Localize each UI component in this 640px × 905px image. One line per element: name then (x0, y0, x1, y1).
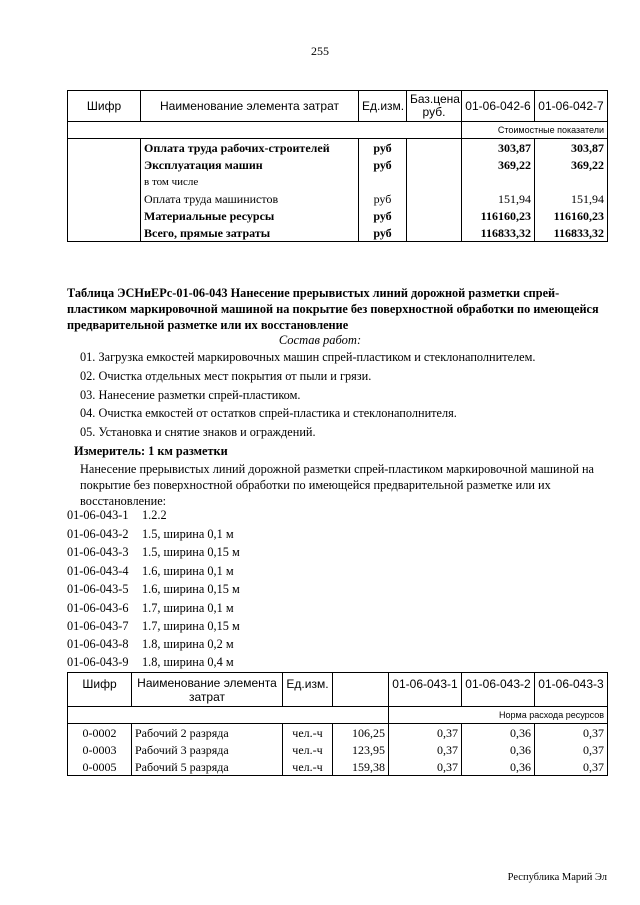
work-item: 02. Очистка отдельных мест покрытия от пыли и грязи. (80, 369, 372, 383)
variant-code: 01-06-043-5 (67, 582, 129, 596)
header-base-price: Баз.цена руб. (407, 91, 462, 122)
table-row (68, 224, 608, 242)
row-name: Материальные ресурсы (141, 207, 359, 224)
variant-text: 1.6, ширина 0,1 м (142, 564, 234, 578)
variant-text: 1.8, ширина 0,4 м (142, 655, 234, 669)
table-row (68, 156, 608, 173)
table-header-row (68, 91, 608, 122)
row-value-1: 303,87 (462, 139, 535, 157)
row-name: Рабочий 2 разряда (132, 724, 283, 742)
row-unit: чел.-ч (283, 724, 333, 742)
table-row (68, 741, 608, 758)
row-unit: руб (359, 207, 407, 224)
page-number: 255 (311, 44, 329, 58)
work-item: 01. Загрузка емкостей маркировочных машин спрей-пластиком и стеклонаполнителем. (80, 350, 536, 364)
row-unit: руб (359, 224, 407, 242)
variant-text: 1.5, ширина 0,1 м (142, 527, 234, 541)
variant-code: 01-06-043-9 (67, 655, 129, 669)
row-value-1: 369,22 (462, 156, 535, 173)
variant-text: 1.5, ширина 0,15 м (142, 545, 240, 559)
row-name: Оплата труда рабочих-строителей (141, 139, 359, 157)
row-value-1: 0,37 (389, 724, 462, 742)
row-value-1: 0,37 (389, 758, 462, 776)
row-value-2: 303,87 (535, 139, 608, 157)
variant-code: 01-06-043-1 (67, 508, 129, 522)
header-col-2: 01-06-043-2 (462, 673, 535, 707)
footer-region: Республика Марий Эл (507, 872, 607, 883)
row-name: Оплата труда машинистов (141, 190, 359, 207)
composition-heading: Состав работ: (278, 333, 362, 347)
row-value-3: 0,37 (535, 758, 608, 776)
row-name: Рабочий 3 разряда (132, 741, 283, 758)
work-item: 04. Очистка емкостей от остатков спрей-пластика и стеклонаполнителя. (80, 406, 457, 420)
row-name: Эксплуатация машин (141, 156, 359, 173)
row-value-2: 0,36 (462, 724, 535, 742)
header-unit: Ед.изм. (359, 91, 407, 122)
variant-code: 01-06-043-2 (67, 527, 129, 541)
table-row (68, 724, 608, 742)
header-blank (333, 673, 389, 707)
table-subheader-row (68, 707, 608, 724)
table-row (68, 173, 608, 190)
description: Нанесение прерывистых линий дорожной разметки спрей-пластиком маркировочной машиной на покрытие без поверхностной обработки по имеющейся предварительной разметке или их восстановление: (80, 462, 595, 508)
row-value-2: 151,94 (535, 190, 608, 207)
row-value-2: 369,22 (535, 156, 608, 173)
row-value-2: 0,36 (462, 758, 535, 776)
table-row (68, 190, 608, 207)
row-value-2: 0,36 (462, 741, 535, 758)
section-title: Таблица ЭСНиЕРс-01-06-043 Нанесение прерывистых линий дорожной разметки спрей-пластиком маркировочной машиной на покрытие без поверхностной обработки по имеющейся предварительной разметке или их восстановление (67, 286, 599, 332)
row-value-2: 116160,23 (535, 207, 608, 224)
row-value-1: 116160,23 (462, 207, 535, 224)
row-name: Рабочий 5 разряда (132, 758, 283, 776)
cost-table (67, 90, 608, 242)
header-name: Наименование элемента затрат (132, 673, 283, 707)
header-code: Шифр (68, 673, 132, 707)
subheader-label: Стоимостные показатели (462, 122, 608, 139)
variant-text: 1.2.2 (142, 508, 167, 522)
header-col-1: 01-06-043-1 (389, 673, 462, 707)
row-price: 159,38 (333, 758, 389, 776)
variant-text: 1.8, ширина 0,2 м (142, 637, 234, 651)
variant-code: 01-06-043-7 (67, 619, 129, 633)
row-unit: руб (359, 156, 407, 173)
work-item: 03. Нанесение разметки спрей-пластиком. (80, 388, 301, 402)
row-value-1: 0,37 (389, 741, 462, 758)
variant-text: 1.6, ширина 0,15 м (142, 582, 240, 596)
row-value-1: 151,94 (462, 190, 535, 207)
table-subheader-row (68, 122, 608, 139)
header-col-2: 01-06-042-7 (535, 91, 608, 122)
header-name: Наименование элемента затрат (141, 91, 359, 122)
header-col-1: 01-06-042-6 (462, 91, 535, 122)
measure-unit: Измеритель: 1 км разметки (74, 444, 228, 458)
header-code: Шифр (68, 91, 141, 122)
row-price: 106,25 (333, 724, 389, 742)
row-name: в том числе (141, 173, 359, 190)
row-code: 0-0003 (68, 741, 132, 758)
variant-code: 01-06-043-3 (67, 545, 129, 559)
variant-code: 01-06-043-6 (67, 601, 129, 615)
variant-code: 01-06-043-4 (67, 564, 129, 578)
subheader-label: Норма расхода ресурсов (389, 707, 608, 724)
row-value-2: 116833,32 (535, 224, 608, 242)
work-item: 05. Установка и снятие знаков и ограждений. (80, 425, 316, 439)
row-value-3: 0,37 (535, 724, 608, 742)
header-unit: Ед.изм. (283, 673, 333, 707)
row-unit: чел.-ч (283, 758, 333, 776)
table-row (68, 207, 608, 224)
variant-text: 1.7, ширина 0,15 м (142, 619, 240, 633)
resource-table (67, 672, 608, 776)
row-unit: руб (359, 190, 407, 207)
row-code: 0-0002 (68, 724, 132, 742)
row-unit: чел.-ч (283, 741, 333, 758)
variant-code: 01-06-043-8 (67, 637, 129, 651)
row-name: Всего, прямые затраты (141, 224, 359, 242)
table-row (68, 139, 608, 157)
variant-text: 1.7, ширина 0,1 м (142, 601, 234, 615)
row-value-1: 116833,32 (462, 224, 535, 242)
table-row (68, 758, 608, 776)
header-col-3: 01-06-043-3 (535, 673, 608, 707)
table-header-row (68, 673, 608, 707)
row-code: 0-0005 (68, 758, 132, 776)
row-value-3: 0,37 (535, 741, 608, 758)
row-unit: руб (359, 139, 407, 157)
row-price: 123,95 (333, 741, 389, 758)
